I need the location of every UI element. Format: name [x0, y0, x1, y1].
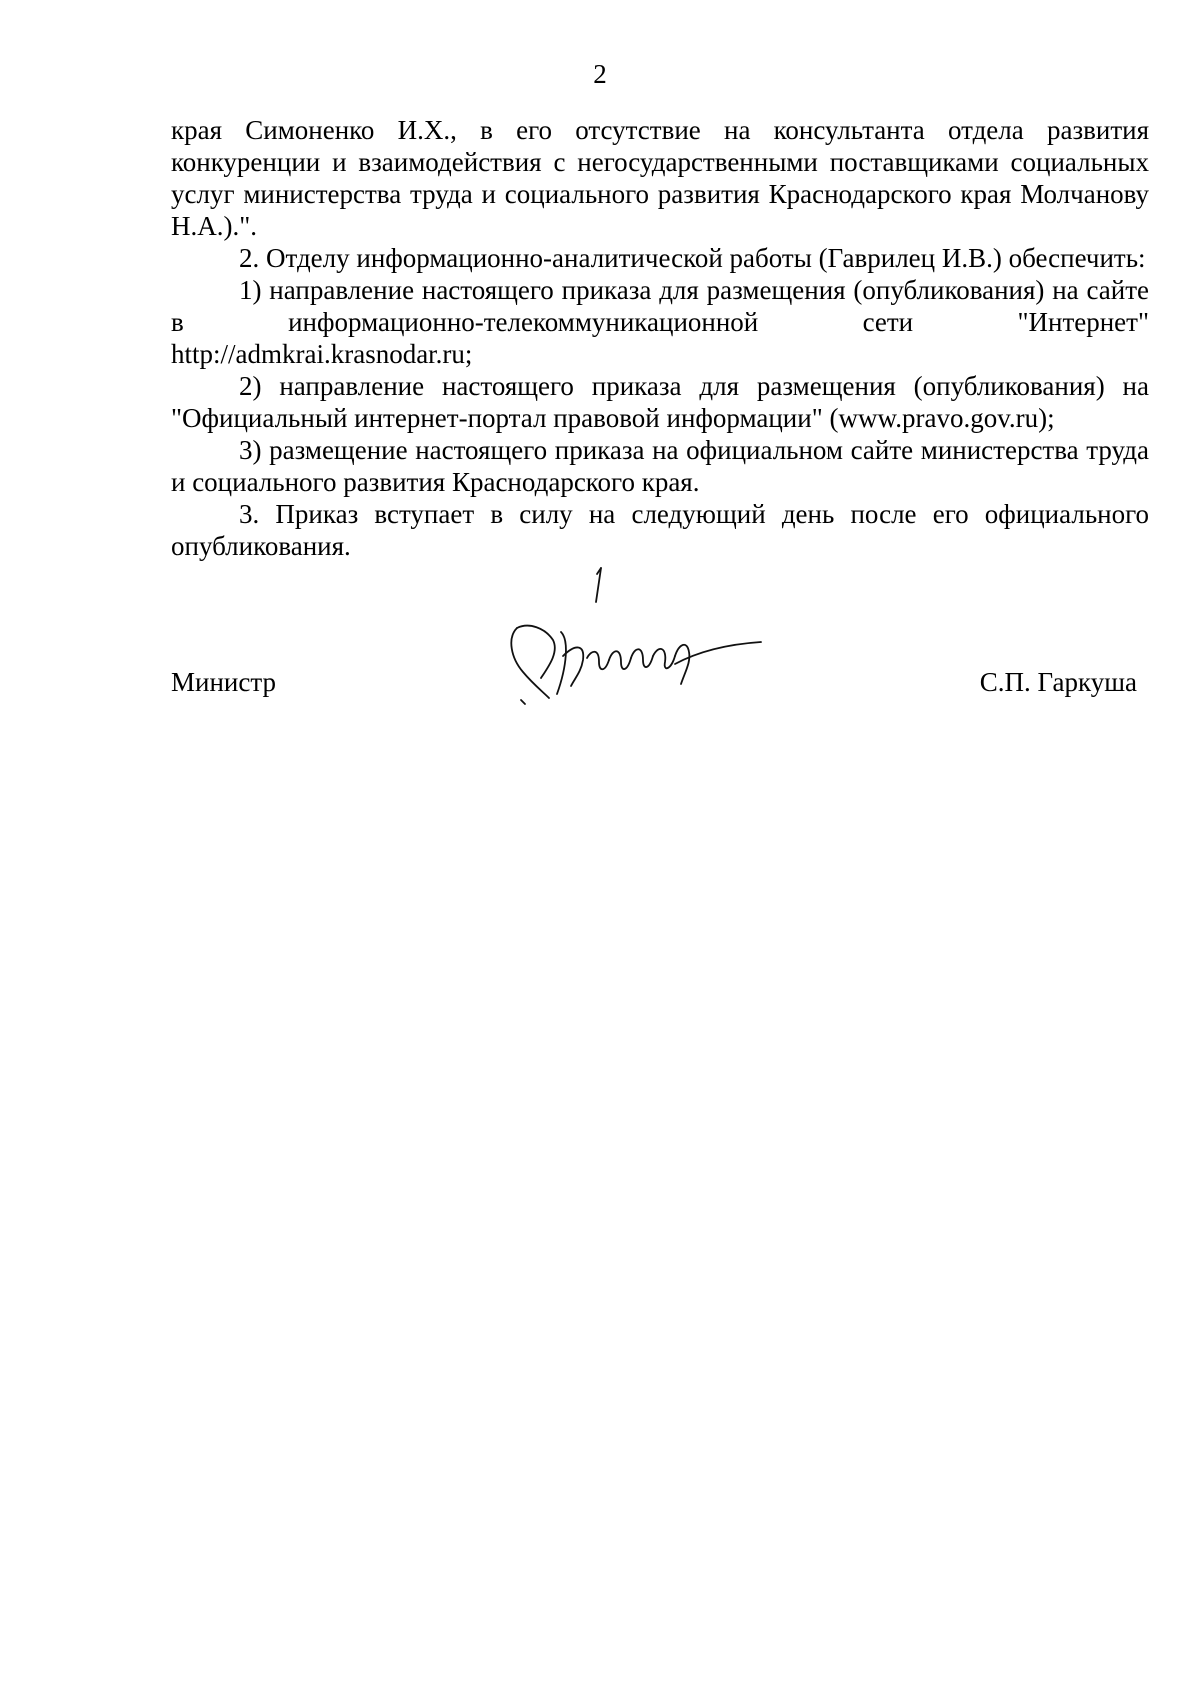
- signature-block: [171, 666, 1137, 702]
- paragraph-item-2: 2. Отделу информационно-аналитической работы (Гаврилец И.В.) обеспечить:: [239, 243, 1146, 273]
- signatory-position: Министр: [171, 667, 276, 697]
- signature-stroke: [631, 649, 653, 667]
- paragraph-subitem-2: 2) направление настоящего приказа для размещения (опубликования) на "Официальный интернет-портал правовой информации" (www.pravo.gov.ru);: [171, 371, 1149, 433]
- paragraph-continuation: края Симоненко И.Х., в его отсутствие на консультанта отдела развития конкуренции и взаимодействия с негосударственными поставщиками социальных услуг министерства труда и социального развития Краснодарского края Молчанову Н.А.).".: [171, 115, 1149, 241]
- signatory-name: С.П. Гаркуша: [979, 667, 1137, 697]
- handwritten-signature: [505, 560, 785, 730]
- document-body: [171, 114, 1149, 562]
- page-number: 2: [593, 59, 607, 89]
- paragraph-subitem-1: [171, 274, 1149, 338]
- paragraph-item-3: 3. Приказ вступает в силу на следующий день после его официального опубликования.: [171, 499, 1149, 561]
- signature-stroke: [675, 642, 761, 664]
- paragraph-subitem-1-url: http://admkrai.krasnodar.ru;: [171, 339, 473, 369]
- paragraph-subitem-1-text: 1) направление настоящего приказа для размещения (опубликования) на сайте в информационно-телекоммуникационной сети "Интернет": [171, 275, 1149, 337]
- paragraph-subitem-3: 3) размещение настоящего приказа на официальном сайте министерства труда и социального развития Краснодарского края.: [171, 435, 1149, 497]
